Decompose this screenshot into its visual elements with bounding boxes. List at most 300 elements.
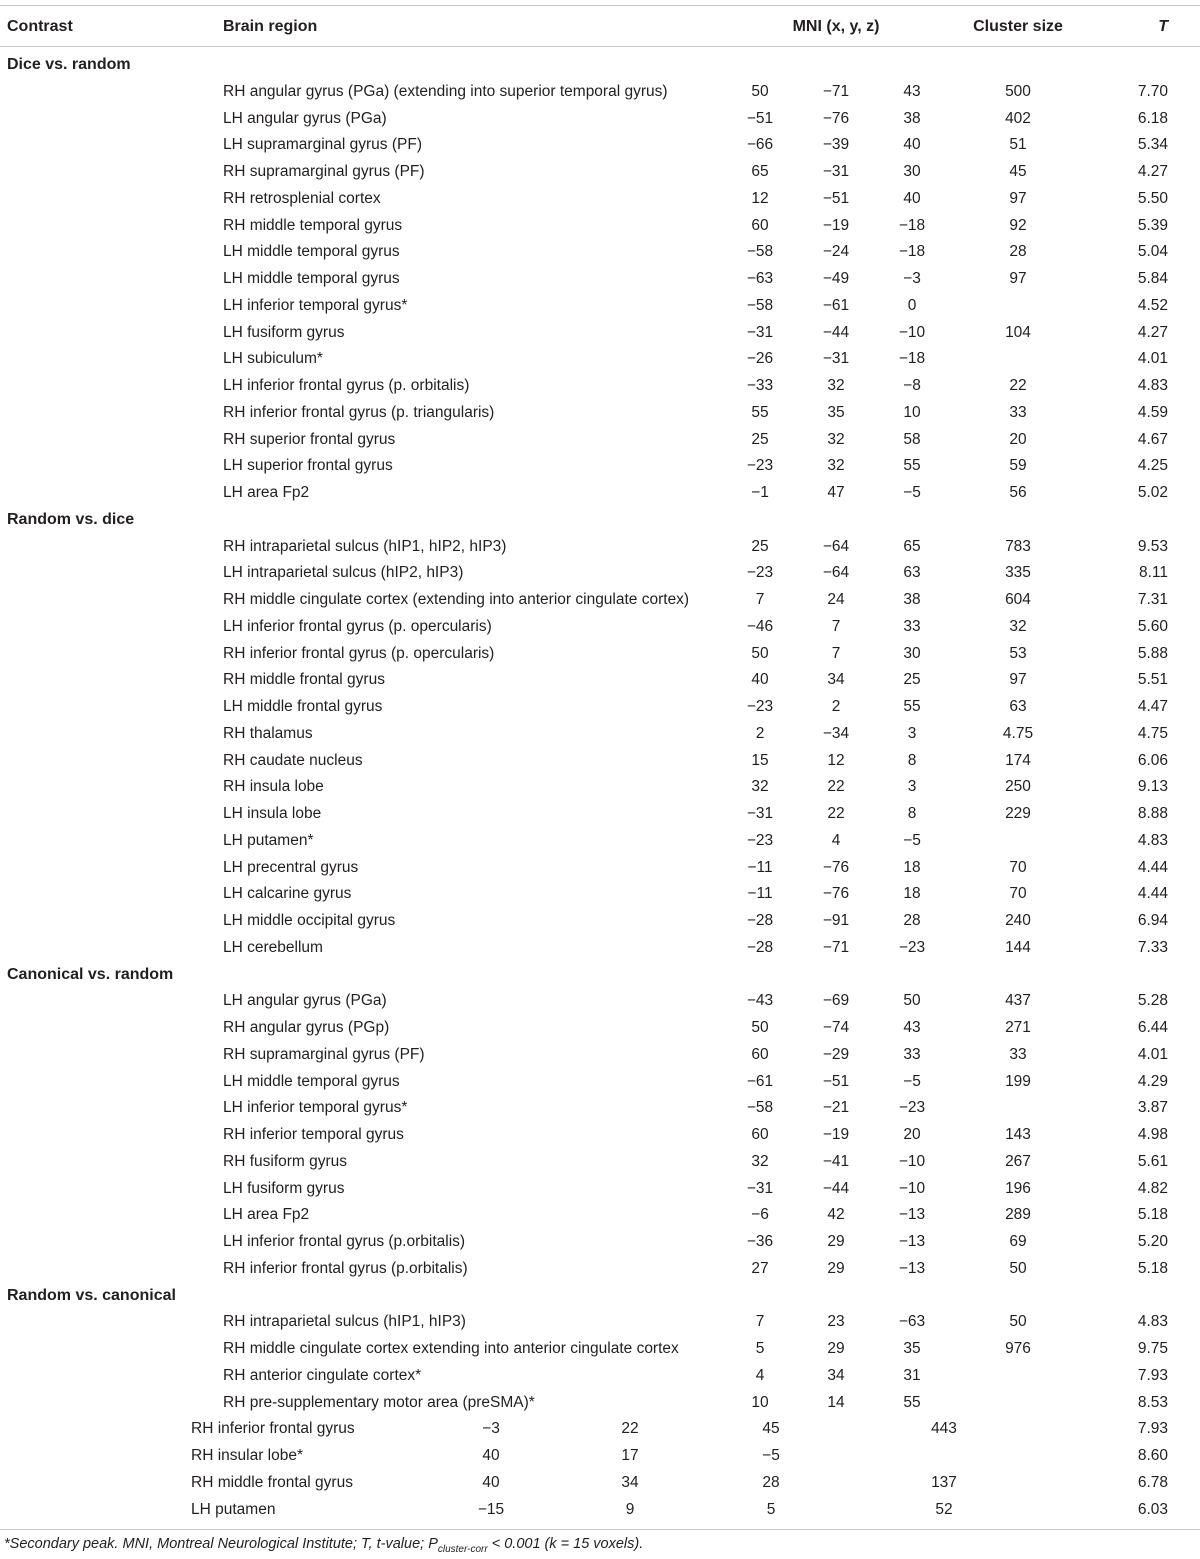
cell-mni-y: −76 <box>822 109 850 127</box>
cell-mni-x: −58 <box>746 296 774 314</box>
cell-mni-y: −39 <box>822 136 850 154</box>
cell-mni-z: 5 <box>766 1500 776 1518</box>
section-title: Random vs. canonical <box>7 1286 176 1304</box>
cell-t-value: 4.59 <box>1137 403 1168 421</box>
cell-t-value: 4.83 <box>1137 831 1168 849</box>
cell-mni-x: −61 <box>746 1072 774 1090</box>
cell-mni-x: 25 <box>751 430 769 448</box>
cell-brain-region: LH fusiform gyrus <box>223 323 345 341</box>
cell-brain-region: RH intraparietal sulcus (hIP1, hIP2, hIP3) <box>223 537 507 555</box>
cell-t-value: 6.94 <box>1137 912 1168 929</box>
cell-cluster-size: 59 <box>1009 457 1027 475</box>
cell-cluster-size: 443 <box>931 1420 957 1438</box>
section-title: Canonical vs. random <box>7 965 174 983</box>
table-row <box>0 1256 1200 1283</box>
cell-cluster-size: 267 <box>1005 1152 1031 1170</box>
cell-brain-region: LH angular gyrus (PGa) <box>223 109 387 127</box>
footnote-subscript: cluster-corr <box>437 1543 488 1555</box>
cell-mni-z: −18 <box>898 350 926 368</box>
cell-cluster-size: 97 <box>1009 671 1027 689</box>
cell-mni-z: 30 <box>903 163 921 180</box>
cell-mni-z: 58 <box>903 430 921 448</box>
cell-cluster-size: 33 <box>1009 1045 1027 1063</box>
cell-mni-x: −23 <box>746 831 774 849</box>
cell-mni-z: 18 <box>903 858 921 876</box>
cell-mni-z: −3 <box>903 270 921 287</box>
cell-t-value: 6.44 <box>1137 1019 1168 1036</box>
cell-mni-y: 14 <box>827 1393 845 1411</box>
cell-cluster-size: 97 <box>1009 270 1027 287</box>
cell-cluster-size: 32 <box>1009 617 1027 635</box>
cell-mni-y: −51 <box>822 1072 850 1090</box>
table-row <box>0 641 1200 668</box>
section-title: Random vs. dice <box>7 510 135 528</box>
table-row <box>0 1470 1200 1497</box>
cell-t-value: 5.61 <box>1137 1152 1168 1170</box>
cell-mni-x: 32 <box>751 1152 769 1170</box>
table-row <box>0 1149 1200 1176</box>
cell-t-value: 6.78 <box>1137 1473 1168 1491</box>
header-cluster-size: Cluster size <box>973 18 1063 35</box>
cell-mni-z: −23 <box>898 938 926 956</box>
cell-cluster-size: 52 <box>935 1500 953 1518</box>
cell-mni-x: 40 <box>482 1473 500 1491</box>
cell-mni-y: 32 <box>827 430 845 448</box>
header-contrast: Contrast <box>7 18 73 35</box>
table-row <box>0 427 1200 454</box>
table-row <box>0 1069 1200 1096</box>
cell-cluster-size: 70 <box>1009 885 1027 903</box>
cell-cluster-size: 51 <box>1009 136 1027 154</box>
cell-t-value: 8.11 <box>1138 564 1168 582</box>
cell-brain-region: RH middle frontal gyrus <box>223 671 385 689</box>
cell-cluster-size: 50 <box>1009 1313 1027 1331</box>
cell-cluster-size: 229 <box>1005 805 1031 822</box>
cell-mni-x: −15 <box>477 1500 505 1518</box>
footnote-text: *Secondary peak. MNI, Montreal Neurological Institute; T, t-value; P <box>4 1536 438 1552</box>
cell-brain-region: RH inferior frontal gyrus (p. opercularis) <box>223 644 495 662</box>
table-row <box>0 1176 1200 1203</box>
cell-mni-z: −10 <box>898 1179 926 1197</box>
cell-cluster-size: 28 <box>1009 243 1027 261</box>
cell-mni-y: −64 <box>822 537 850 555</box>
cell-t-value: 9.53 <box>1137 537 1168 555</box>
cell-mni-z: 43 <box>903 1019 921 1036</box>
cell-t-value: 4.83 <box>1137 377 1168 394</box>
cell-mni-x: 40 <box>751 671 769 689</box>
cell-cluster-size: 104 <box>1005 323 1031 341</box>
cell-mni-y: −76 <box>822 858 850 876</box>
cell-cluster-size: 196 <box>1005 1179 1031 1197</box>
cell-mni-x: 7 <box>755 591 765 608</box>
cell-brain-region: LH middle frontal gyrus <box>223 698 383 715</box>
table-row <box>0 1202 1200 1229</box>
cell-brain-region: LH angular gyrus (PGa) <box>223 992 387 1010</box>
cell-t-value: 5.84 <box>1137 270 1168 287</box>
cell-cluster-size: 437 <box>1005 992 1031 1010</box>
cell-brain-region: RH middle cingulate cortex (extending into anterior cingulate cortex) <box>223 591 690 608</box>
table-row <box>0 293 1200 320</box>
cell-mni-x: 50 <box>751 82 769 100</box>
cell-mni-z: 28 <box>762 1473 780 1491</box>
table-row <box>0 1336 1200 1363</box>
cell-t-value: 4.25 <box>1137 457 1168 475</box>
cell-mni-x: −63 <box>746 270 774 287</box>
cell-mni-y: −29 <box>822 1045 850 1063</box>
table-row <box>0 1416 1200 1443</box>
table-row <box>0 748 1200 775</box>
table-row <box>0 801 1200 828</box>
table-row <box>0 694 1200 721</box>
table-row <box>0 132 1200 159</box>
cell-mni-z: 50 <box>903 992 921 1010</box>
cell-mni-z: −18 <box>898 243 926 261</box>
cell-t-value: 5.28 <box>1137 992 1168 1010</box>
table-row <box>0 320 1200 347</box>
cell-mni-z: 38 <box>903 109 921 127</box>
table-row <box>0 614 1200 641</box>
table-row <box>0 480 1200 507</box>
cell-t-value: 4.01 <box>1137 350 1168 368</box>
cell-brain-region: RH middle frontal gyrus <box>191 1473 353 1491</box>
header-rule <box>0 46 1200 47</box>
cell-mni-x: −28 <box>746 912 774 929</box>
cell-cluster-size: 500 <box>1005 82 1031 100</box>
cell-cluster-size: 20 <box>1009 430 1027 448</box>
cell-mni-z: 55 <box>903 457 921 475</box>
cell-brain-region: RH angular gyrus (PGp) <box>223 1019 390 1036</box>
cell-mni-y: −19 <box>822 1126 850 1143</box>
cell-mni-x: −43 <box>746 992 774 1010</box>
cell-brain-region: RH caudate nucleus <box>223 751 363 769</box>
cell-mni-y: −19 <box>822 216 850 234</box>
table-row <box>0 908 1200 935</box>
cell-mni-x: 2 <box>755 724 765 742</box>
table-row <box>0 828 1200 855</box>
cell-t-value: 4.27 <box>1137 163 1168 180</box>
cell-cluster-size: 783 <box>1005 537 1031 555</box>
cell-mni-x: −23 <box>746 457 774 475</box>
cell-brain-region: RH inferior temporal gyrus <box>223 1126 404 1143</box>
cell-t-value: 8.88 <box>1137 805 1168 822</box>
cell-brain-region: LH inferior temporal gyrus* <box>223 296 408 314</box>
section-row <box>0 507 1200 534</box>
cell-mni-x: 40 <box>482 1447 500 1464</box>
cell-cluster-size: 92 <box>1009 216 1027 234</box>
cell-t-value: 6.03 <box>1137 1500 1168 1518</box>
table-row <box>0 935 1200 962</box>
cell-cluster-size: 144 <box>1005 938 1031 956</box>
cell-brain-region: RH middle cingulate cortex extending into anterior cingulate cortex <box>223 1340 679 1357</box>
cell-brain-region: RH inferior frontal gyrus (p. triangularis) <box>223 403 495 421</box>
cell-t-value: 5.18 <box>1137 1206 1168 1224</box>
cell-mni-x: 55 <box>751 403 769 421</box>
cell-brain-region: LH inferior frontal gyrus (p. opercularis) <box>223 617 492 635</box>
cell-brain-region: LH supramarginal gyrus (PF) <box>223 136 422 154</box>
table-row <box>0 534 1200 561</box>
cell-cluster-size: 289 <box>1005 1206 1031 1224</box>
table-row <box>0 266 1200 293</box>
cell-t-value: 4.29 <box>1137 1072 1168 1090</box>
cell-t-value: 4.47 <box>1137 698 1168 715</box>
cell-cluster-size: 45 <box>1009 163 1027 180</box>
cell-mni-y: −34 <box>822 724 850 742</box>
cell-cluster-size: 174 <box>1005 751 1031 769</box>
cell-mni-y: 7 <box>831 617 841 635</box>
table-row <box>0 1229 1200 1256</box>
cell-mni-z: 45 <box>762 1420 780 1438</box>
cell-mni-y: 29 <box>827 1259 845 1277</box>
table-row <box>0 159 1200 186</box>
cell-mni-x: −3 <box>482 1420 500 1438</box>
cell-mni-y: 23 <box>827 1313 845 1331</box>
cell-mni-x: 65 <box>751 163 769 180</box>
cell-brain-region: RH superior frontal gyrus <box>223 430 396 448</box>
cell-mni-y: 4 <box>831 831 841 849</box>
cell-cluster-size: 335 <box>1005 564 1031 582</box>
cell-mni-y: 35 <box>827 403 845 421</box>
cell-mni-y: 7 <box>831 644 841 662</box>
cell-mni-z: −63 <box>898 1313 926 1331</box>
cell-mni-x: −31 <box>746 805 774 822</box>
cell-mni-z: 43 <box>903 82 921 100</box>
cell-mni-y: 47 <box>827 484 845 501</box>
cell-t-value: 9.13 <box>1137 778 1168 796</box>
cell-brain-region: LH intraparietal sulcus (hIP2, hIP3) <box>223 564 464 582</box>
cell-mni-y: −24 <box>822 243 850 261</box>
cell-brain-region: RH inferior frontal gyrus (p.orbitalis) <box>223 1259 468 1277</box>
cell-brain-region: RH inferior frontal gyrus <box>191 1420 355 1438</box>
cell-mni-z: 0 <box>907 296 917 314</box>
cell-t-value: 4.44 <box>1137 858 1168 876</box>
table-row <box>0 1443 1200 1470</box>
cell-mni-x: 15 <box>751 751 769 769</box>
cell-mni-x: −28 <box>746 938 774 956</box>
cell-cluster-size: 976 <box>1005 1340 1031 1357</box>
table-row <box>0 239 1200 266</box>
cell-mni-x: −11 <box>747 858 773 876</box>
cell-mni-y: −31 <box>822 163 850 180</box>
cell-cluster-size: 33 <box>1009 403 1027 421</box>
cell-cluster-size: 250 <box>1005 778 1031 796</box>
cell-mni-y: −69 <box>822 992 850 1010</box>
cell-mni-y: 12 <box>827 751 845 769</box>
cell-mni-y: 34 <box>827 1366 845 1384</box>
cell-mni-z: −10 <box>898 323 926 341</box>
cell-brain-region: LH area Fp2 <box>223 1206 310 1224</box>
cell-brain-region: LH middle occipital gyrus <box>223 912 396 929</box>
cell-t-value: 5.34 <box>1137 136 1168 154</box>
cell-brain-region: RH fusiform gyrus <box>223 1152 348 1170</box>
cell-mni-y: 29 <box>827 1233 845 1250</box>
cell-brain-region: RH pre-supplementary motor area (preSMA)* <box>223 1393 535 1411</box>
cell-brain-region: RH intraparietal sulcus (hIP1, hIP3) <box>223 1313 466 1331</box>
cell-mni-x: −31 <box>746 1179 774 1197</box>
cell-mni-x: 25 <box>751 537 769 555</box>
cell-mni-y: 29 <box>827 1340 845 1357</box>
cell-mni-z: −5 <box>903 1072 921 1090</box>
cell-mni-x: −23 <box>746 698 774 715</box>
cell-mni-x: −26 <box>746 350 774 368</box>
cell-mni-z: 10 <box>903 403 921 421</box>
cell-cluster-size: 69 <box>1009 1233 1027 1250</box>
cell-mni-z: 55 <box>903 1393 921 1411</box>
cell-t-value: 4.67 <box>1137 430 1168 448</box>
cell-mni-x: 60 <box>751 1045 769 1063</box>
cell-mni-z: 63 <box>903 564 921 582</box>
cell-brain-region: LH inferior temporal gyrus* <box>223 1099 408 1117</box>
cell-t-value: 5.18 <box>1137 1259 1168 1277</box>
cell-mni-z: −18 <box>898 216 926 234</box>
table-row <box>0 106 1200 133</box>
cell-mni-z: −5 <box>903 831 921 849</box>
cell-mni-z: 3 <box>907 724 917 742</box>
cell-mni-x: 32 <box>751 778 769 796</box>
cell-t-value: 7.31 <box>1137 591 1168 608</box>
table-row <box>0 881 1200 908</box>
table-row <box>0 1095 1200 1122</box>
cell-brain-region: LH subiculum* <box>223 350 323 368</box>
cell-mni-y: 34 <box>827 671 845 689</box>
cell-mni-x: −66 <box>746 136 774 154</box>
cell-t-value: 7.93 <box>1137 1420 1168 1438</box>
cell-mni-x: −46 <box>746 617 774 635</box>
cell-mni-z: 28 <box>903 912 921 929</box>
cell-mni-y: −76 <box>822 885 850 903</box>
cell-mni-z: 33 <box>903 617 921 635</box>
table-row <box>0 667 1200 694</box>
table-row <box>0 774 1200 801</box>
cell-mni-x: 4 <box>755 1366 765 1384</box>
cell-cluster-size: 271 <box>1005 1019 1031 1036</box>
cell-t-value: 5.51 <box>1137 671 1168 689</box>
cell-brain-region: LH cerebellum <box>223 938 323 956</box>
table-row <box>0 855 1200 882</box>
cell-mni-y: −71 <box>822 938 850 956</box>
table-row <box>0 1497 1200 1524</box>
cell-cluster-size: 22 <box>1009 377 1027 394</box>
cell-brain-region: RH anterior cingulate cortex* <box>223 1366 422 1384</box>
cell-cluster-size: 402 <box>1005 109 1031 127</box>
cell-brain-region: LH calcarine gyrus <box>223 885 352 903</box>
cell-brain-region: LH inferior frontal gyrus (p.orbitalis) <box>223 1233 466 1250</box>
cell-mni-y: 22 <box>621 1420 639 1438</box>
header-mni: MNI (x, y, z) <box>792 18 880 35</box>
cell-mni-z: 35 <box>903 1340 921 1357</box>
cell-brain-region: LH inferior frontal gyrus (p. orbitalis) <box>223 377 470 394</box>
cell-mni-y: 42 <box>827 1206 845 1224</box>
cell-brain-region: LH area Fp2 <box>223 484 310 501</box>
cell-mni-x: −6 <box>751 1206 769 1224</box>
cell-mni-y: 22 <box>827 778 845 796</box>
cell-cluster-size: 50 <box>1009 1259 1027 1277</box>
cell-t-value: 7.33 <box>1137 938 1168 956</box>
cell-brain-region: RH angular gyrus (PGa) (extending into superior temporal gyrus) <box>223 82 668 100</box>
cell-mni-z: 25 <box>903 671 921 689</box>
cell-brain-region: LH middle temporal gyrus <box>223 270 400 287</box>
cell-mni-z: 20 <box>903 1126 921 1143</box>
cell-brain-region: RH retrosplenial cortex <box>223 189 381 207</box>
table-header <box>0 6 1200 46</box>
cell-t-value: 5.88 <box>1137 644 1168 662</box>
cell-mni-x: −31 <box>746 323 774 341</box>
cell-brain-region: RH supramarginal gyrus (PF) <box>223 163 425 180</box>
cell-mni-y: −41 <box>822 1152 850 1170</box>
table-row <box>0 1015 1200 1042</box>
cell-t-value: 6.18 <box>1137 109 1168 127</box>
cell-mni-x: −58 <box>746 243 774 261</box>
cell-cluster-size: 240 <box>1005 912 1031 929</box>
cell-t-value: 4.75 <box>1137 724 1168 742</box>
cell-mni-x: −51 <box>746 109 774 127</box>
header-brain-region: Brain region <box>223 18 318 35</box>
table-row <box>0 1309 1200 1336</box>
cell-mni-z: 38 <box>903 591 921 608</box>
cell-t-value: 8.53 <box>1137 1393 1168 1411</box>
cell-mni-x: 60 <box>751 1126 769 1143</box>
cell-mni-z: 30 <box>903 644 921 662</box>
cell-mni-y: 32 <box>827 457 845 475</box>
cell-mni-z: 33 <box>903 1045 921 1063</box>
cell-cluster-size: 143 <box>1005 1126 1031 1143</box>
cell-mni-y: −64 <box>822 564 850 582</box>
cell-t-value: 6.06 <box>1137 751 1168 769</box>
cell-mni-y: −61 <box>822 296 850 314</box>
table-row <box>0 587 1200 614</box>
cell-brain-region: LH fusiform gyrus <box>223 1179 345 1197</box>
cell-t-value: 5.04 <box>1137 243 1168 261</box>
cell-cluster-size: 137 <box>931 1473 957 1491</box>
table-row <box>0 400 1200 427</box>
table-row <box>0 373 1200 400</box>
cell-mni-y: 32 <box>827 377 845 394</box>
cell-brain-region: LH middle temporal gyrus <box>223 243 400 261</box>
section-title: Dice vs. random <box>7 56 131 73</box>
cell-mni-y: 22 <box>827 805 845 822</box>
cell-mni-x: −1 <box>751 484 769 501</box>
cell-mni-z: −13 <box>898 1206 926 1224</box>
table-row <box>0 1390 1200 1417</box>
section-row <box>0 962 1200 989</box>
cell-brain-region: LH putamen <box>191 1500 276 1518</box>
table-row <box>0 988 1200 1015</box>
cell-mni-y: −44 <box>822 1179 850 1197</box>
table-row <box>0 346 1200 373</box>
cell-mni-z: −13 <box>898 1259 926 1277</box>
cell-cluster-size: 63 <box>1009 698 1027 715</box>
cell-cluster-size: 4.75 <box>1002 724 1034 742</box>
cell-t-value: 3.87 <box>1137 1099 1168 1117</box>
table-row <box>0 1122 1200 1149</box>
cell-t-value: 5.39 <box>1137 216 1168 234</box>
cell-mni-z: −13 <box>898 1233 926 1250</box>
cell-mni-x: −11 <box>747 885 773 903</box>
cell-mni-z: 40 <box>903 136 921 154</box>
cell-mni-x: 27 <box>751 1259 769 1277</box>
table-footnote <box>4 1536 643 1555</box>
cell-mni-x: 50 <box>751 644 769 662</box>
cell-brain-region: RH thalamus <box>223 724 313 742</box>
cell-mni-z: 3 <box>907 778 917 796</box>
cell-mni-x: −23 <box>746 564 774 582</box>
cell-t-value: 5.50 <box>1137 189 1168 207</box>
table-row <box>0 1042 1200 1069</box>
cell-mni-z: 65 <box>903 537 921 555</box>
cell-brain-region: LH putamen* <box>223 831 314 849</box>
cell-mni-x: 5 <box>755 1340 765 1357</box>
cell-mni-x: 50 <box>751 1019 769 1036</box>
cell-mni-y: 9 <box>625 1500 635 1518</box>
